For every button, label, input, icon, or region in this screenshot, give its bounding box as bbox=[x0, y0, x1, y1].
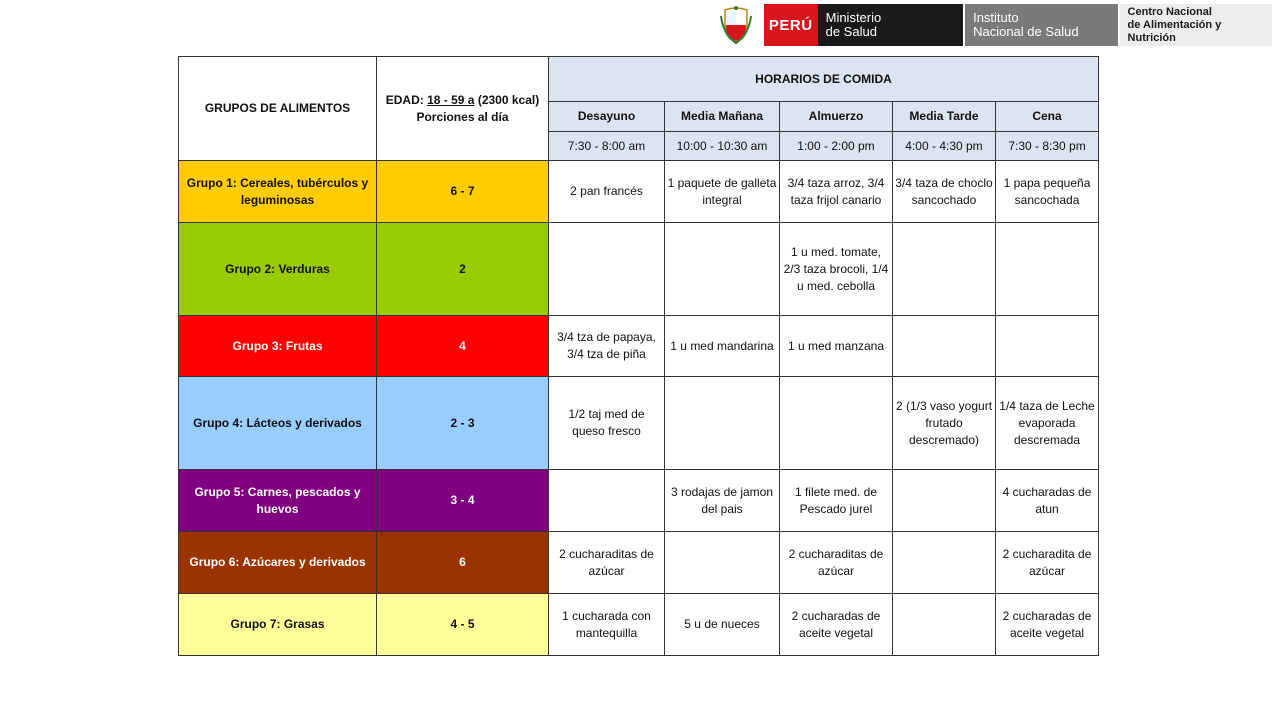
meal-cell bbox=[549, 223, 665, 316]
portion-count: 6 bbox=[377, 532, 549, 594]
meal-cell: 1 filete med. de Pescado jurel bbox=[780, 470, 893, 532]
meal-cell bbox=[665, 223, 780, 316]
food-group-name: Grupo 2: Verduras bbox=[179, 223, 377, 316]
age-label: EDAD: bbox=[385, 92, 424, 107]
meal-cell: 3/4 taza arroz, 3/4 taza frijol canario bbox=[780, 161, 893, 223]
kcal-label: (2300 kcal) bbox=[477, 92, 540, 107]
food-group-name: Grupo 4: Lácteos y derivados bbox=[179, 377, 377, 470]
meal-cell bbox=[893, 223, 996, 316]
portion-count: 4 - 5 bbox=[377, 594, 549, 656]
meal-header: Media Tarde bbox=[893, 102, 996, 132]
meal-time: 7:30 - 8:30 pm bbox=[996, 132, 1099, 161]
meal-cell: 2 cucharadas de aceite vegetal bbox=[780, 594, 893, 656]
portion-count: 6 - 7 bbox=[377, 161, 549, 223]
food-group-name: Grupo 5: Carnes, pescados y huevos bbox=[179, 470, 377, 532]
peru-logo: PERÚ bbox=[764, 4, 818, 46]
portion-count: 4 bbox=[377, 316, 549, 377]
meal-cell: 3/4 tza de papaya, 3/4 tza de piña bbox=[549, 316, 665, 377]
ministerio-logo: Ministerio de Salud bbox=[818, 4, 963, 46]
meal-time: 7:30 - 8:00 am bbox=[549, 132, 665, 161]
table-row bbox=[179, 316, 1099, 377]
table-row bbox=[179, 161, 1099, 223]
meal-cell bbox=[549, 470, 665, 532]
food-group-name: Grupo 6: Azúcares y derivados bbox=[179, 532, 377, 594]
meal-cell: 2 cucharadita de azúcar bbox=[996, 532, 1099, 594]
meal-cell: 2 cucharadas de aceite vegetal bbox=[996, 594, 1099, 656]
table-row bbox=[179, 594, 1099, 656]
meal-cell: 2 cucharaditas de azúcar bbox=[780, 532, 893, 594]
portion-count: 3 - 4 bbox=[377, 470, 549, 532]
meal-cell: 1 paquete de galleta integral bbox=[665, 161, 780, 223]
food-group-name: Grupo 1: Cereales, tubérculos y leguminosas bbox=[179, 161, 377, 223]
col-header-portions bbox=[377, 57, 549, 161]
meal-header: Cena bbox=[996, 102, 1099, 132]
table-row bbox=[179, 377, 1099, 470]
meal-cell: 1 papa pequeña sancochada bbox=[996, 161, 1099, 223]
meal-cell: 3 rodajas de jamon del pais bbox=[665, 470, 780, 532]
instituto-logo: Instituto Nacional de Salud bbox=[965, 4, 1117, 46]
meal-header: Almuerzo bbox=[780, 102, 893, 132]
meal-time: 10:00 - 10:30 am bbox=[665, 132, 780, 161]
meal-cell: 1 u med mandarina bbox=[665, 316, 780, 377]
meal-cell: 1/2 taj med de queso fresco bbox=[549, 377, 665, 470]
meal-cell bbox=[665, 377, 780, 470]
meal-cell: 2 (1/3 vaso yogurt frutado descremado) bbox=[893, 377, 996, 470]
meal-cell bbox=[893, 316, 996, 377]
meal-time: 1:00 - 2:00 pm bbox=[780, 132, 893, 161]
portions-label: Porciones al día bbox=[416, 109, 509, 124]
meal-cell bbox=[996, 316, 1099, 377]
meal-cell bbox=[893, 532, 996, 594]
food-group-name: Grupo 7: Grasas bbox=[179, 594, 377, 656]
meal-header: Media Mañana bbox=[665, 102, 780, 132]
meal-cell: 2 cucharaditas de azúcar bbox=[549, 532, 665, 594]
portion-count: 2 bbox=[377, 223, 549, 316]
meal-cell: 5 u de nueces bbox=[665, 594, 780, 656]
meal-cell bbox=[996, 223, 1099, 316]
meal-cell bbox=[665, 532, 780, 594]
header-logos bbox=[712, 4, 1272, 46]
table-row bbox=[179, 223, 1099, 316]
portion-count: 2 - 3 bbox=[377, 377, 549, 470]
meal-cell bbox=[893, 594, 996, 656]
table-row bbox=[179, 532, 1099, 594]
meal-schedule-header: HORARIOS DE COMIDA bbox=[549, 57, 1099, 102]
coat-of-arms-icon bbox=[712, 4, 760, 46]
age-range: 18 - 59 a bbox=[427, 92, 475, 107]
meal-time: 4:00 - 4:30 pm bbox=[893, 132, 996, 161]
meal-cell bbox=[893, 470, 996, 532]
meal-cell: 1 u med manzana bbox=[780, 316, 893, 377]
meal-cell: 2 pan francés bbox=[549, 161, 665, 223]
table-row bbox=[179, 470, 1099, 532]
meal-cell: 1/4 taza de Leche evaporada descremada bbox=[996, 377, 1099, 470]
meal-cell: 1 u med. tomate, 2/3 taza brocoli, 1/4 u med. cebolla bbox=[780, 223, 893, 316]
meal-cell: 3/4 taza de choclo sancochado bbox=[893, 161, 996, 223]
food-plan-table bbox=[178, 56, 1099, 656]
meal-cell: 4 cucharadas de atun bbox=[996, 470, 1099, 532]
meal-cell: 1 cucharada con mantequilla bbox=[549, 594, 665, 656]
centro-logo: Centro Nacional de Alimentación y Nutrición bbox=[1120, 4, 1272, 46]
meal-cell bbox=[780, 377, 893, 470]
food-group-name: Grupo 3: Frutas bbox=[179, 316, 377, 377]
meal-header: Desayuno bbox=[549, 102, 665, 132]
col-header-groups: GRUPOS DE ALIMENTOS bbox=[179, 57, 377, 161]
